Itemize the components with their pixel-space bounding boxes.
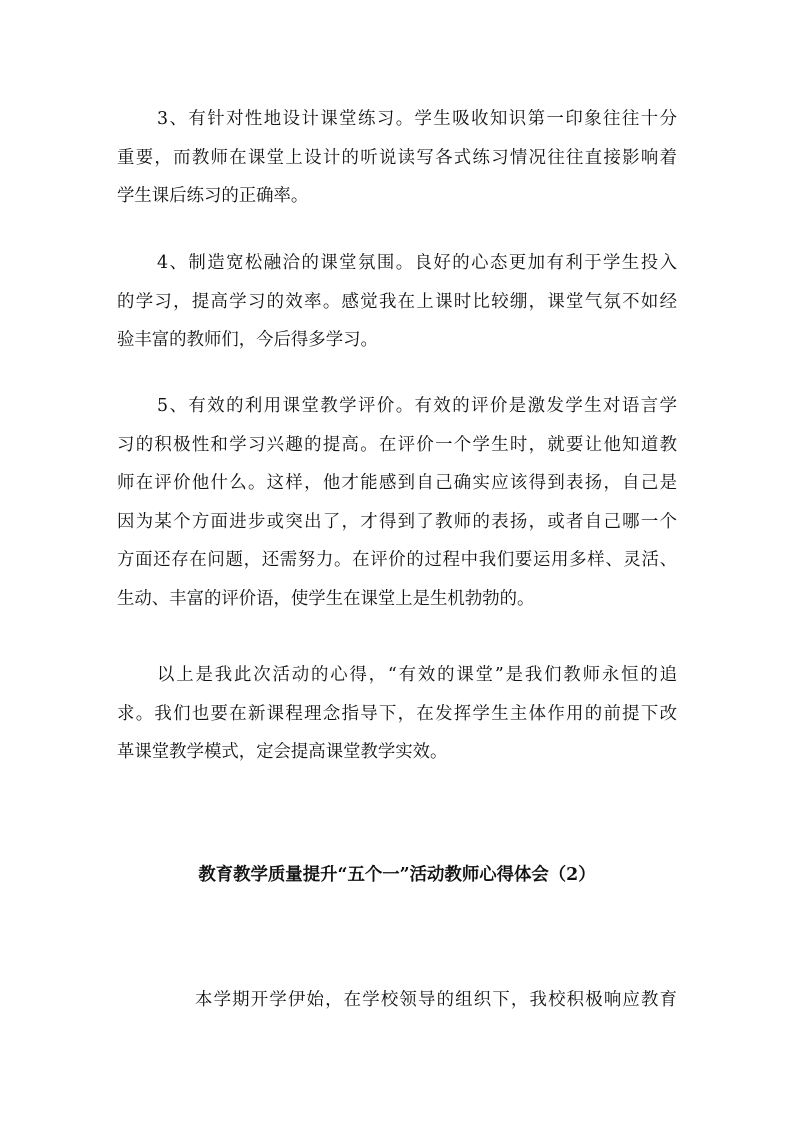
text-line: 以上是我此次活动的心得，“有效的课堂”是我们教师永恒的追 <box>157 665 677 685</box>
text-line: 的学习，提高学习的效率。感觉我在上课时比较绷，课堂气氛不如经 <box>117 291 677 312</box>
text-line: 师在评价他什么。这样，他才能感到自己确实应该得到表扬，自己是 <box>117 473 677 493</box>
text-line: 学生课后练习的正确率。 <box>117 186 309 206</box>
text-line: 生动、丰富的评价语，使学生在课堂上是生机勃勃的。 <box>117 588 535 609</box>
section-heading: 教育教学质量提升“五个一”活动教师心得体会（2） <box>198 865 596 885</box>
text-line: 习的积极性和学习兴趣的提高。在评价一个学生时，就要让他知道教 <box>117 434 677 455</box>
text-line: 方面还存在问题，还需努力。在评价的过程中我们要运用多样、灵活、 <box>117 550 677 570</box>
text-line: 3、有针对性地设计课堂练习。学生吸收知识第一印象往往十分 <box>157 109 677 129</box>
paragraph-4 <box>117 244 677 360</box>
text-line: 重要，而教师在课堂上设计的听说读写各式练习情况往往直接影响着 <box>117 147 677 168</box>
text-line: 求。我们也要在新课程理念指导下，在发挥学生主体作用的前提下改 <box>117 703 677 724</box>
text-line: 因为某个方面进步或突出了，才得到了教师的表扬，或者自己哪一个 <box>117 511 677 532</box>
text-line: 4、制造宽松融洽的课堂氛围。良好的心态更加有利于学生投入 <box>157 253 677 273</box>
paragraph-intro <box>117 981 677 1020</box>
text-line: 5、有效的利用课堂教学评价。有效的评价是激发学生对语言学 <box>157 396 677 416</box>
paragraph-conclusion <box>117 656 677 772</box>
text-line: 本学期开学伊始，在学校领导的组织下，我校积极响应教育 <box>195 990 677 1010</box>
text-line: 验丰富的教师们，今后得多学习。 <box>117 330 378 350</box>
paragraph-5 <box>117 387 677 618</box>
text-line: 革课堂教学模式，定会提高课堂教学实效。 <box>117 742 448 762</box>
paragraph-3 <box>117 100 677 216</box>
